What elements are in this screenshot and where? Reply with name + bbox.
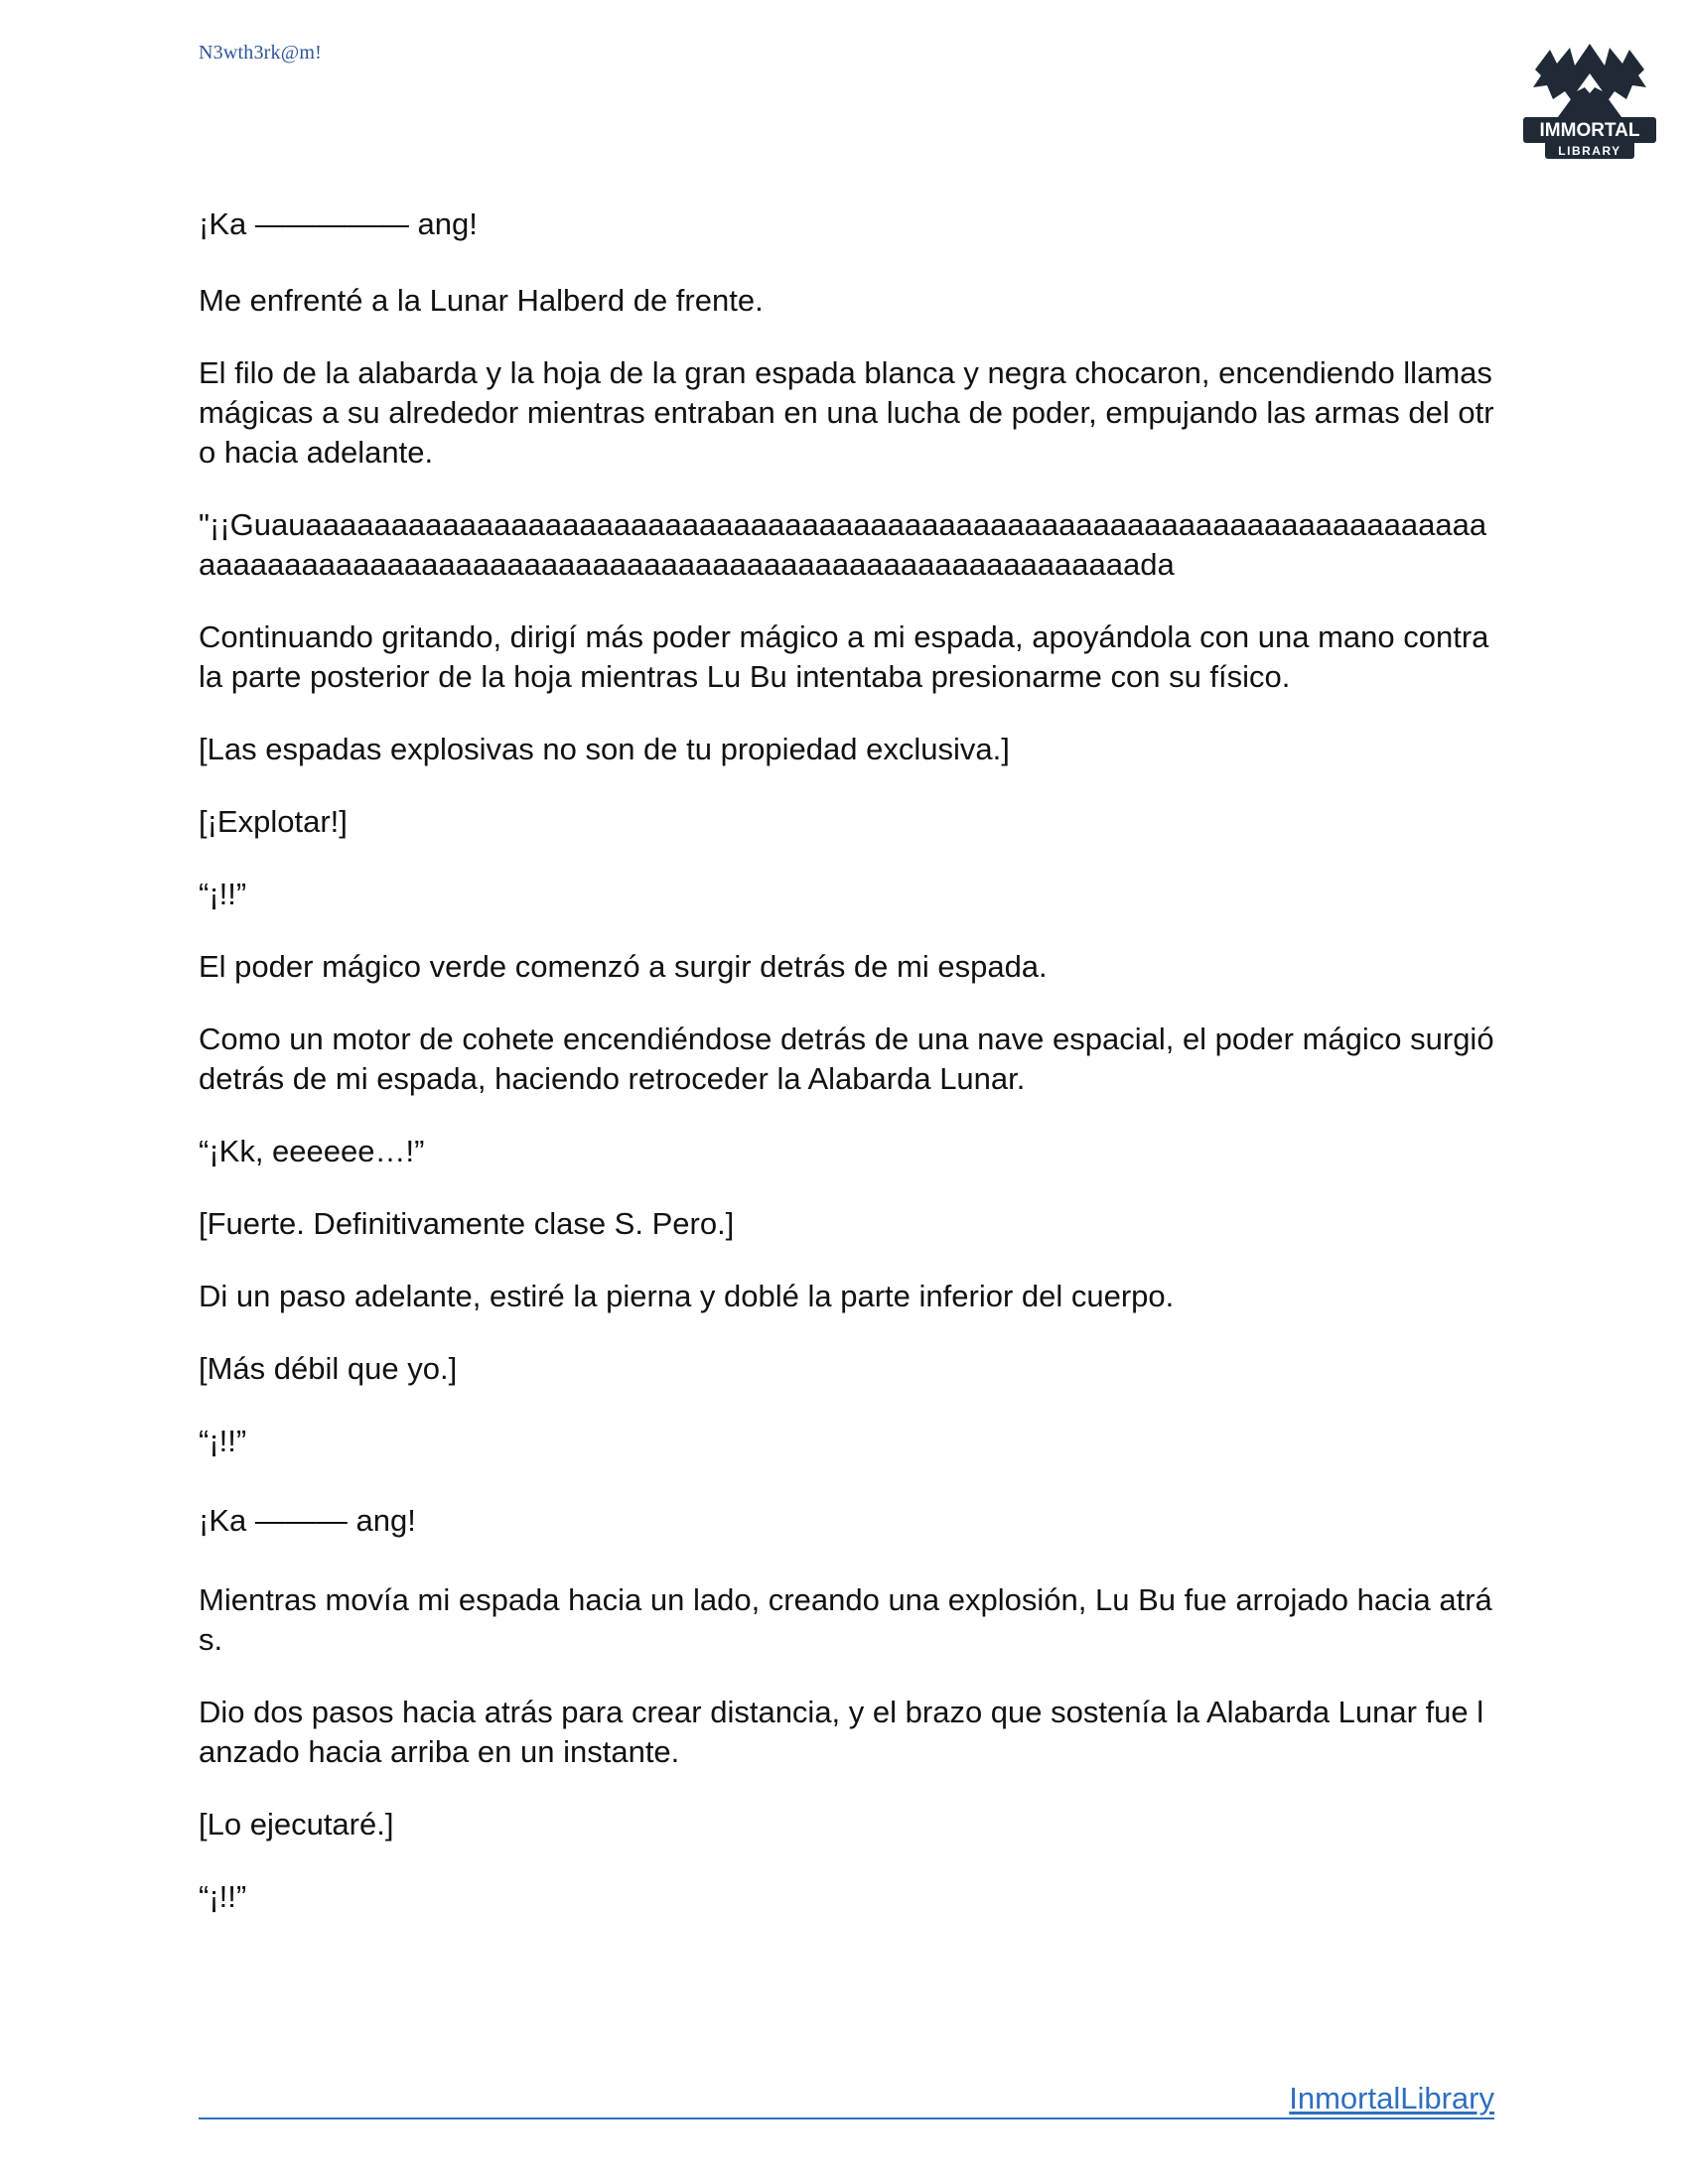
paragraph: El filo de la alabarda y la hoja de la gran espada blanca y negra chocaron, encendiendo llamas mágicas a su alrededor mientras entraban en una lucha de poder, empujando las armas del otro hacia adelante. xyxy=(199,355,1501,470)
footer-rule xyxy=(199,2117,1494,2119)
paragraph: “¡Kk, eeeeee…!” xyxy=(199,1134,425,1168)
paragraph: ¡Ka ——— ang! xyxy=(199,1503,416,1538)
paragraph: [Lo ejecutaré.] xyxy=(199,1807,394,1842)
header-tag: N3wth3rk@m! xyxy=(199,42,322,64)
immortal-library-logo-icon xyxy=(1515,30,1664,169)
chapter-body xyxy=(199,205,1503,1917)
logo-text-line2: LIBRARY xyxy=(1558,144,1621,158)
paragraph: Dio dos pasos hacia atrás para crear distancia, y el brazo que sostenía la Alabarda Lunar fue lanzado hacia arriba en un instante. xyxy=(199,1695,1484,1769)
paragraph: [Más débil que yo.] xyxy=(199,1351,458,1386)
footer-link[interactable]: InmortalLibrary xyxy=(1289,2081,1494,2116)
paragraph: Continuando gritando, dirigí más poder mágico a mi espada, apoyándola con una mano contra la parte posterior de la hoja mientras Lu Bu intentaba presionarme con su físico. xyxy=(199,619,1498,694)
paragraph: “¡!!” xyxy=(199,877,247,911)
paragraph: Como un motor de cohete encendiéndose detrás de una nave espacial, el poder mágico surgió detrás de mi espada, haciendo retroceder la Alabarda Lunar. xyxy=(199,1022,1503,1096)
paragraph: “¡!!” xyxy=(199,1424,247,1458)
paragraph: [Fuerte. Definitivamente clase S. Pero.] xyxy=(199,1206,735,1241)
paragraph: Di un paso adelante, estiré la pierna y doblé la parte inferior del cuerpo. xyxy=(199,1279,1175,1313)
paragraph: Me enfrenté a la Lunar Halberd de frente. xyxy=(199,283,764,318)
paragraph: [¡Explotar!] xyxy=(199,804,348,839)
paragraph: [Las espadas explosivas no son de tu propiedad exclusiva.] xyxy=(199,732,1010,766)
paragraph: Mientras movía mi espada hacia un lado, creando una explosión, Lu Bu fue arrojado hacia atrás. xyxy=(199,1582,1492,1657)
paragraph: ¡Ka ————— ang! xyxy=(199,206,478,241)
paragraph: "¡¡Guauaaaaaaaaaaaaaaaaaaaaaaaaaaaaaaaaaaaaaaaaaaaaaaaaaaaaaaaaaaaaaaaaaaaaaaaaaaaaaaaaaaaaaaaaaaaaaaaaaaaaaaaaaaaaaaaaaaaaaaaaaaaada xyxy=(199,507,1487,582)
paragraph: El poder mágico verde comenzó a surgir detrás de mi espada. xyxy=(199,949,1048,984)
paragraph: “¡!!” xyxy=(199,1879,247,1914)
logo-text-line1: IMMORTAL xyxy=(1539,120,1640,141)
